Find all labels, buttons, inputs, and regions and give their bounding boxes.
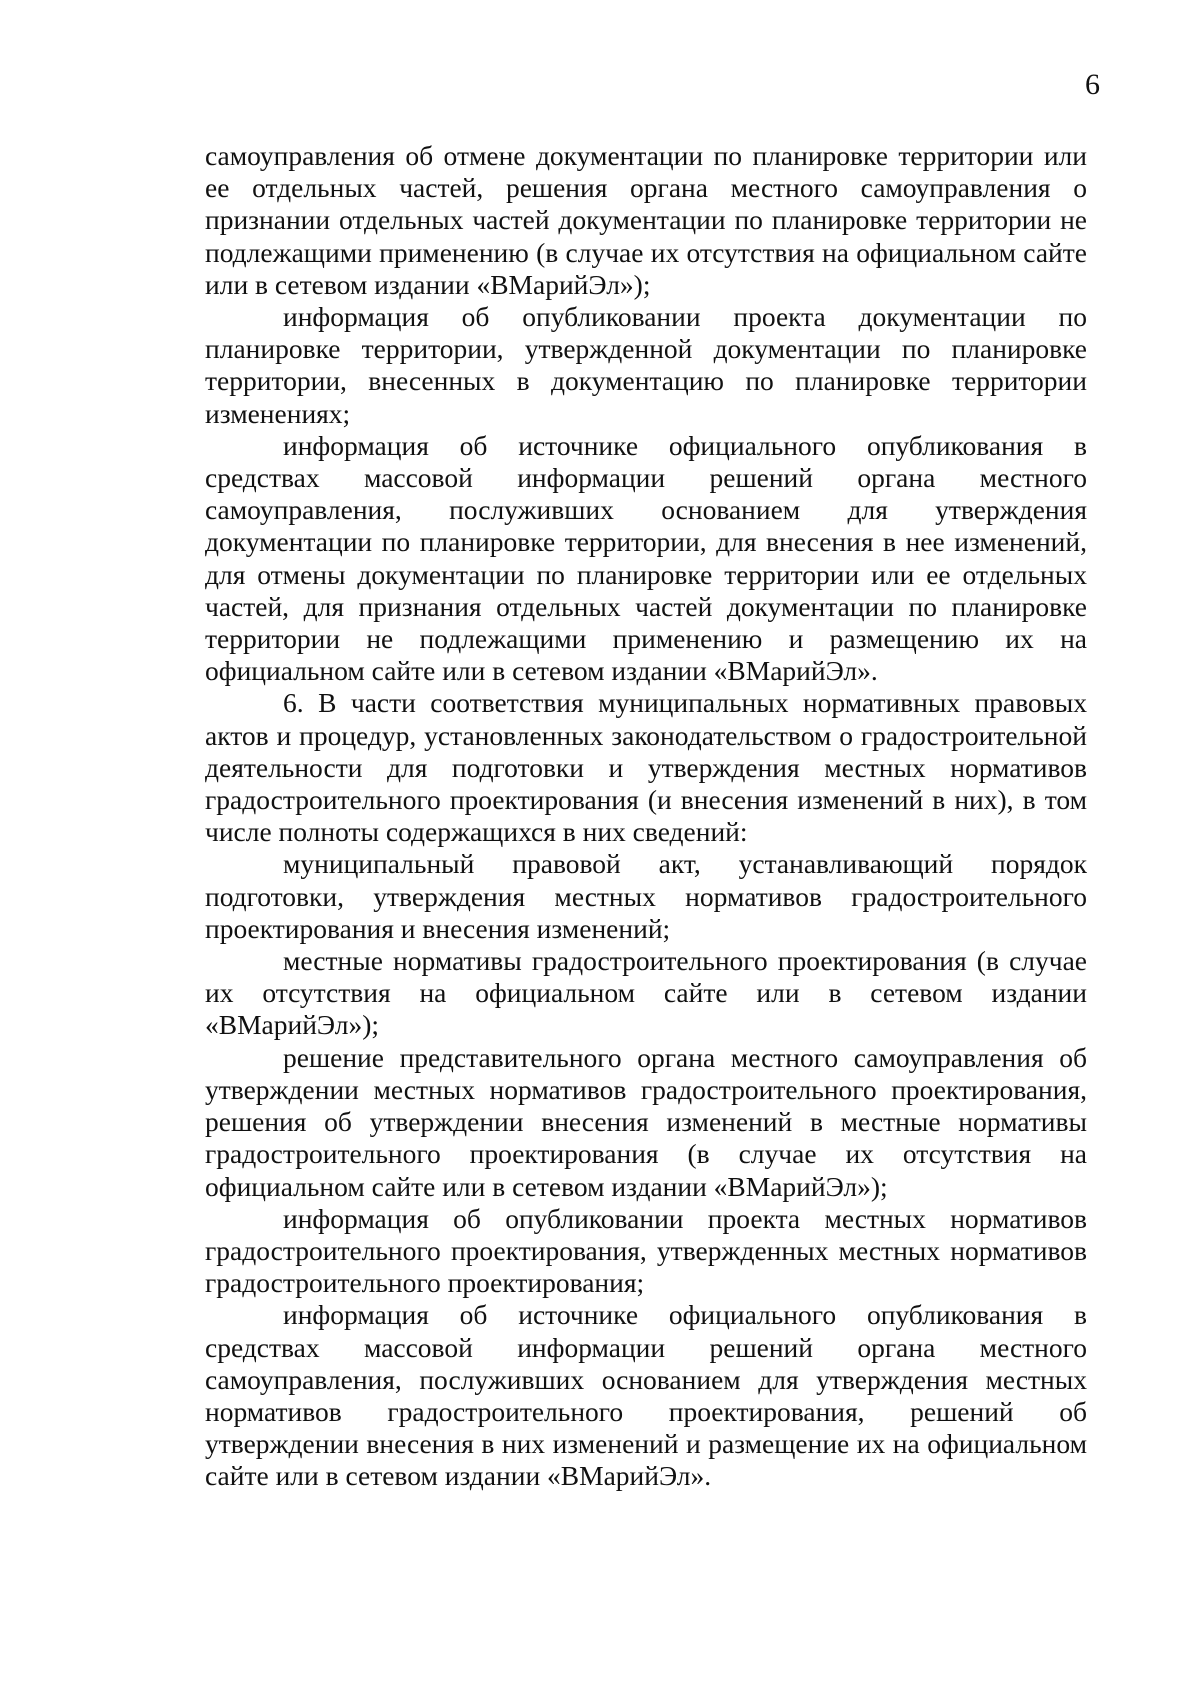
paragraph-local-norms: местные нормативы градостроительного проектирования (в случае их отсутствия на официальном сайте или в сетевом издании «ВМарийЭл»); (205, 945, 1087, 1041)
paragraph-publication-source: информация об источнике официального опубликования в средствах массовой информации решений органа местного самоуправления, послуживших основанием для утверждения документации по планировке территории, для внесения в нее изменений, для отмены документации по планировке территории или ее отдельных частей, для признания отдельных частей документации по планировке территории не подлежащими применению и размещению их на официальном сайте или в сетевом издании «ВМарийЭл». (205, 429, 1087, 687)
paragraph-official-source: информация об источнике официального опубликования в средствах массовой информации решений органа местного самоуправления, послуживших основанием для утверждения местных нормативов градостроительного проектирования, решений об утверждении внесения в них изменений и размещение их на официальном сайте или в сетевом издании «ВМарийЭл». (205, 1299, 1087, 1492)
document-body (205, 140, 1087, 1493)
paragraph-section-6: 6. В части соответствия муниципальных нормативных правовых актов и процедур, установленных законодательством о градостроительной деятельности для подготовки и утверждения местных нормативов градостроительного проектирования (и внесения изменений в них), в том числе полноты содержащихся в них сведений: (205, 687, 1087, 848)
paragraph-publication-info: информация об опубликовании проекта документации по планировке территории, утвержденной документации по планировке территории, внесенных в документацию по планировке территории изменениях; (205, 301, 1087, 429)
paragraph-representative-decision: решение представительного органа местного самоуправления об утверждении местных нормативов градостроительного проектирования, решения об утверждении внесения изменений в местные нормативы градостроительного проектирования (в случае их отсутствия на официальном сайте или в сетевом издании «ВМарийЭл»); (205, 1041, 1087, 1202)
paragraph-municipal-act: муниципальный правовой акт, устанавливающий порядок подготовки, утверждения местных нормативов градостроительного проектирования и внесения изменений; (205, 848, 1087, 944)
paragraph-continuation: самоуправления об отмене документации по планировке территории или ее отдельных частей, решения органа местного самоуправления о признании отдельных частей документации по планировке территории не подлежащими применению (в случае их отсутствия на официальном сайте или в сетевом издании «ВМарийЭл»); (205, 140, 1087, 300)
paragraph-project-publication: информация об опубликовании проекта местных нормативов градостроительного проектирования, утвержденных местных нормативов градостроительного проектирования; (205, 1202, 1087, 1299)
page-number: 6 (1085, 68, 1100, 101)
